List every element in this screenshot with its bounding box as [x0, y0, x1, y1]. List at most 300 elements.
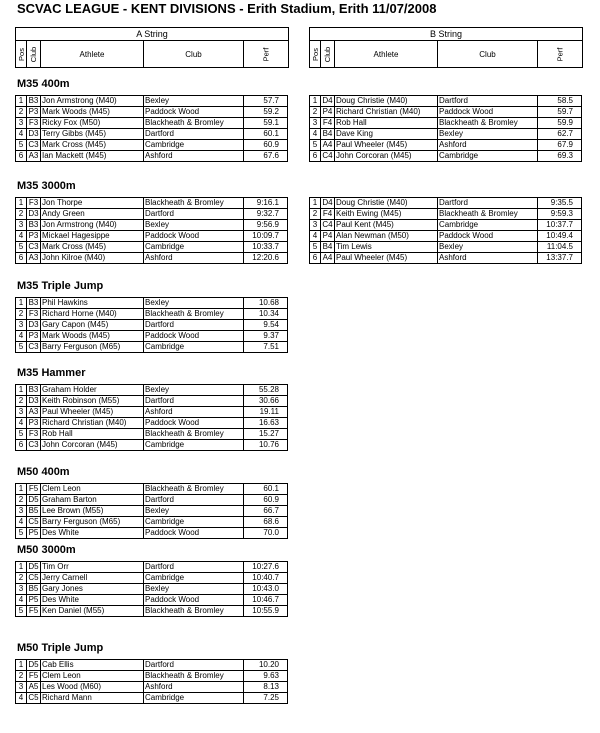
perf-cell: 7.51	[244, 342, 288, 353]
event-title: M35 400m	[17, 78, 70, 90]
club-code-cell: D3	[28, 396, 39, 405]
club-code-cell: P4	[321, 107, 335, 118]
table-row	[16, 209, 288, 220]
perf-column-label: Perf	[555, 47, 565, 61]
position-cell: 5	[310, 242, 321, 253]
position-cell: 2	[16, 107, 27, 118]
athlete-cell: Jon Armstrong (M40)	[41, 220, 144, 231]
table-row	[16, 96, 288, 107]
club-code-cell: D5	[28, 660, 39, 669]
club-cell: Cambridge	[144, 140, 244, 151]
perf-cell: 8.13	[244, 682, 288, 693]
club-cell: Paddock Wood	[144, 107, 244, 118]
position-cell: 2	[16, 309, 27, 320]
perf-cell: 67.6	[244, 151, 288, 162]
table-row	[16, 220, 288, 231]
athlete-cell: Des White	[41, 595, 144, 606]
table-row	[16, 429, 288, 440]
perf-cell: 59.7	[538, 107, 582, 118]
club-cell: Ashford	[438, 140, 538, 151]
position-cell: 2	[16, 495, 27, 506]
perf-cell: 9:59.3	[538, 209, 582, 220]
athlete-cell: Mark Woods (M45)	[41, 331, 144, 342]
perf-cell: 9.37	[244, 331, 288, 342]
club-cell: Paddock Wood	[438, 107, 538, 118]
pos-column-header	[16, 41, 27, 67]
perf-cell: 68.6	[244, 517, 288, 528]
athlete-cell: Jon Armstrong (M40)	[41, 96, 144, 107]
perf-cell: 59.9	[538, 118, 582, 129]
athlete-cell: Jerry Carnell	[41, 573, 144, 584]
perf-cell: 9.54	[244, 320, 288, 331]
club-code-cell: A4	[321, 140, 335, 151]
club-code-cell: A3	[27, 407, 41, 418]
pos-column-label: Pos	[310, 47, 320, 61]
table-row	[16, 693, 288, 704]
position-cell: 5	[16, 242, 27, 253]
athlete-cell: Ricky Fox (M50)	[41, 118, 144, 129]
club-code-cell: P3	[27, 231, 41, 242]
club-cell: Ashford	[438, 253, 538, 264]
athlete-cell: Paul Wheeler (M45)	[335, 140, 438, 151]
athlete-cell: Alan Newman (M50)	[335, 231, 438, 242]
position-cell: 1	[16, 96, 27, 107]
perf-cell: 19.11	[244, 407, 288, 418]
club-code-cell: C5	[28, 517, 39, 526]
club-cell: Ashford	[144, 682, 244, 693]
table-row	[16, 396, 288, 407]
perf-cell: 9:32.7	[244, 209, 288, 220]
position-cell: 1	[16, 484, 27, 495]
table-row	[16, 562, 288, 573]
club-cell: Dartford	[144, 660, 244, 671]
event-title: M50 Triple Jump	[17, 642, 104, 654]
perf-cell: 10:43.0	[244, 584, 288, 595]
perf-cell: 10:49.4	[538, 231, 582, 242]
club-cell: Dartford	[144, 209, 244, 220]
table-row	[310, 118, 582, 129]
event-title: M35 3000m	[17, 180, 76, 192]
club-code-cell: D4	[322, 198, 333, 207]
club-code-cell: B3	[27, 298, 41, 309]
club-code-column-header	[321, 41, 335, 67]
table-row	[310, 96, 582, 107]
a-string-caption: A String	[16, 28, 288, 41]
club-code-cell: B4	[321, 242, 335, 253]
position-cell: 5	[16, 528, 27, 539]
results-table-a	[15, 561, 288, 617]
club-cell: Blackheath & Bromley	[144, 606, 244, 617]
position-cell: 6	[16, 253, 27, 264]
b-string-caption: B String	[310, 28, 582, 41]
position-cell: 1	[16, 385, 27, 396]
athlete-cell: Andy Green	[41, 209, 144, 220]
club-cell: Cambridge	[438, 151, 538, 162]
club-code-cell: F5	[27, 671, 41, 682]
page-title: SCVAC LEAGUE - KENT DIVISIONS - Erith Stadium, Erith 11/07/2008	[17, 1, 437, 16]
club-cell: Blackheath & Bromley	[144, 198, 244, 209]
club-code-cell: P3	[27, 331, 41, 342]
club-cell: Ashford	[144, 253, 244, 264]
position-cell: 4	[16, 129, 27, 140]
club-code-cell: A3	[27, 151, 41, 162]
club-cell: Bexley	[144, 220, 244, 231]
club-cell: Dartford	[144, 495, 244, 506]
perf-cell: 58.5	[538, 96, 582, 107]
club-cell: Paddock Wood	[144, 528, 244, 539]
athlete-cell: Phil Hawkins	[41, 298, 144, 309]
perf-cell: 70.0	[244, 528, 288, 539]
position-cell: 4	[16, 331, 27, 342]
club-cell: Cambridge	[438, 220, 538, 231]
club-cell: Cambridge	[144, 342, 244, 353]
perf-cell: 66.7	[244, 506, 288, 517]
club-cell: Ashford	[144, 151, 244, 162]
club-cell: Dartford	[144, 562, 244, 573]
club-code-cell: B3	[27, 96, 41, 107]
club-code-cell: F3	[27, 198, 41, 209]
position-cell: 2	[16, 209, 27, 220]
table-row	[16, 231, 288, 242]
club-code-cell: C5	[28, 573, 39, 582]
athlete-cell: Tim Orr	[41, 562, 144, 573]
perf-cell: 62.7	[538, 129, 582, 140]
perf-cell: 9.63	[244, 671, 288, 682]
perf-column-header	[244, 41, 288, 67]
perf-cell: 59.2	[244, 107, 288, 118]
athlete-cell: Doug Christie (M40)	[335, 96, 438, 107]
club-code-cell: C3	[28, 242, 39, 251]
club-code-cell: D3	[28, 129, 39, 138]
athlete-cell: Paul Wheeler (M45)	[335, 253, 438, 264]
perf-cell: 9:16.1	[244, 198, 288, 209]
club-code-cell: D3	[28, 209, 39, 218]
club-code-cell: C3	[28, 140, 39, 149]
club-code-cell: B4	[321, 129, 335, 140]
club-code-cell: F3	[27, 309, 41, 320]
position-cell: 3	[16, 682, 27, 693]
club-cell: Blackheath & Bromley	[144, 309, 244, 320]
perf-cell: 9:56.9	[244, 220, 288, 231]
table-row	[16, 440, 288, 451]
table-row	[16, 331, 288, 342]
pos-column-header	[310, 41, 321, 67]
athlete-cell: Cab Ellis	[41, 660, 144, 671]
table-row	[16, 151, 288, 162]
club-column-header: Club	[144, 41, 244, 67]
table-row	[16, 385, 288, 396]
club-code-column-label: Club	[323, 46, 332, 62]
club-code-cell: D5	[28, 495, 39, 504]
perf-cell: 60.9	[244, 140, 288, 151]
club-code-cell: B5	[27, 506, 41, 517]
athlete-cell: Clem Leon	[41, 671, 144, 682]
club-cell: Dartford	[144, 320, 244, 331]
table-row	[16, 606, 288, 617]
table-row	[16, 682, 288, 693]
athlete-cell: Lee Brown (M55)	[41, 506, 144, 517]
club-code-cell: B3	[27, 220, 41, 231]
event-title: M50 3000m	[17, 544, 76, 556]
club-cell: Dartford	[438, 96, 538, 107]
event-title: M50 400m	[17, 466, 70, 478]
athlete-cell: Gary Jones	[41, 584, 144, 595]
club-cell: Paddock Wood	[144, 418, 244, 429]
athlete-cell: Mickael Hagesippe	[41, 231, 144, 242]
table-row	[16, 140, 288, 151]
position-cell: 1	[16, 562, 27, 573]
results-table-a	[15, 659, 288, 704]
club-code-cell: D5	[28, 562, 39, 571]
athlete-column-header: Athlete	[41, 41, 144, 67]
club-cell: Cambridge	[144, 517, 244, 528]
athlete-cell: Mark Cross (M45)	[41, 242, 144, 253]
club-code-cell: A3	[27, 253, 41, 264]
perf-cell: 16.63	[244, 418, 288, 429]
club-cell: Blackheath & Bromley	[144, 429, 244, 440]
table-row	[16, 528, 288, 539]
position-cell: 6	[310, 253, 321, 264]
club-code-cell: C3	[28, 342, 39, 351]
perf-cell: 69.3	[538, 151, 582, 162]
table-row	[16, 118, 288, 129]
perf-column-header	[538, 41, 582, 67]
club-cell: Paddock Wood	[438, 231, 538, 242]
position-cell: 4	[16, 595, 27, 606]
position-cell: 3	[16, 584, 27, 595]
perf-cell: 67.9	[538, 140, 582, 151]
club-cell: Paddock Wood	[144, 231, 244, 242]
club-cell: Cambridge	[144, 693, 244, 704]
table-row	[16, 298, 288, 309]
athlete-cell: Dave King	[335, 129, 438, 140]
table-row	[310, 107, 582, 118]
club-code-cell: F5	[27, 606, 41, 617]
perf-cell: 10:33.7	[244, 242, 288, 253]
club-code-cell: B5	[27, 584, 41, 595]
athlete-cell: Graham Holder	[41, 385, 144, 396]
club-code-column-header	[27, 41, 41, 67]
position-cell: 4	[16, 693, 27, 704]
table-row	[310, 140, 582, 151]
athlete-cell: Richard Horne (M40)	[41, 309, 144, 320]
perf-cell: 10:37.7	[538, 220, 582, 231]
position-cell: 1	[16, 660, 27, 671]
table-row	[16, 595, 288, 606]
table-row	[16, 495, 288, 506]
club-code-cell: P3	[27, 418, 41, 429]
club-code-cell: F3	[27, 118, 41, 129]
table-row	[16, 660, 288, 671]
position-cell: 5	[16, 429, 27, 440]
results-table-b	[309, 197, 582, 264]
results-table-a	[15, 483, 288, 539]
position-cell: 2	[16, 396, 27, 407]
club-code-cell: C3	[28, 440, 39, 449]
club-cell: Bexley	[144, 584, 244, 595]
results-table-b	[309, 95, 582, 162]
perf-cell: 10.76	[244, 440, 288, 451]
athlete-cell: Rob Hall	[41, 429, 144, 440]
club-code-cell: B3	[27, 385, 41, 396]
table-row	[16, 198, 288, 209]
club-code-column-label: Club	[29, 46, 38, 62]
perf-cell: 30.66	[244, 396, 288, 407]
position-cell: 1	[310, 96, 321, 107]
position-cell: 3	[16, 220, 27, 231]
club-cell: Cambridge	[144, 242, 244, 253]
perf-cell: 10:27.6	[244, 562, 288, 573]
table-row	[16, 517, 288, 528]
position-cell: 6	[310, 151, 321, 162]
club-cell: Bexley	[438, 129, 538, 140]
athlete-cell: Keith Ewing (M45)	[335, 209, 438, 220]
table-row	[310, 231, 582, 242]
club-cell: Paddock Wood	[144, 595, 244, 606]
club-code-cell: P4	[321, 231, 335, 242]
club-cell: Dartford	[144, 129, 244, 140]
athlete-cell: Richard Mann	[41, 693, 144, 704]
athlete-cell: Clem Leon	[41, 484, 144, 495]
club-cell: Paddock Wood	[144, 331, 244, 342]
table-row	[16, 418, 288, 429]
event-title: M35 Triple Jump	[17, 280, 104, 292]
club-cell: Dartford	[144, 396, 244, 407]
perf-cell: 60.1	[244, 484, 288, 495]
position-cell: 5	[16, 342, 27, 353]
position-cell: 3	[16, 118, 27, 129]
pos-column-label: Pos	[16, 47, 26, 61]
club-cell: Cambridge	[144, 573, 244, 584]
perf-cell: 10:40.7	[244, 573, 288, 584]
club-code-cell: D4	[322, 96, 333, 105]
position-cell: 3	[16, 320, 27, 331]
position-cell: 4	[310, 129, 321, 140]
athlete-cell: Ian Mackett (M45)	[41, 151, 144, 162]
position-cell: 4	[310, 231, 321, 242]
club-code-cell: C5	[28, 693, 39, 702]
position-cell: 3	[16, 407, 27, 418]
position-cell: 3	[310, 220, 321, 231]
perf-cell: 15.27	[244, 429, 288, 440]
position-cell: 5	[16, 140, 27, 151]
club-cell: Cambridge	[144, 440, 244, 451]
club-cell: Blackheath & Bromley	[144, 118, 244, 129]
club-cell: Bexley	[144, 298, 244, 309]
event-title: M35 Hammer	[17, 367, 86, 379]
club-cell: Blackheath & Bromley	[144, 484, 244, 495]
position-cell: 5	[16, 606, 27, 617]
club-code-cell: P5	[27, 595, 41, 606]
athlete-cell: John Kilroe (M40)	[41, 253, 144, 264]
table-row	[16, 506, 288, 517]
table-row	[16, 253, 288, 264]
athlete-column-header: Athlete	[335, 41, 438, 67]
club-cell: Bexley	[438, 242, 538, 253]
athlete-cell: Barry Ferguson (M65)	[41, 342, 144, 353]
club-cell: Ashford	[144, 407, 244, 418]
table-row	[310, 253, 582, 264]
perf-cell: 57.7	[244, 96, 288, 107]
club-column-header: Club	[438, 41, 538, 67]
position-cell: 2	[310, 209, 321, 220]
club-code-cell: F4	[321, 209, 335, 220]
results-table-a	[15, 95, 288, 162]
position-cell: 1	[16, 298, 27, 309]
position-cell: 3	[310, 118, 321, 129]
perf-cell: 11:04.5	[538, 242, 582, 253]
club-cell: Bexley	[144, 96, 244, 107]
athlete-cell: Barry Ferguson (M65)	[41, 517, 144, 528]
athlete-cell: John Corcoran (M45)	[335, 151, 438, 162]
athlete-cell: Richard Christian (M40)	[41, 418, 144, 429]
table-row	[16, 309, 288, 320]
athlete-cell: Ken Daniel (M55)	[41, 606, 144, 617]
position-cell: 4	[16, 231, 27, 242]
table-row	[16, 484, 288, 495]
club-code-cell: F3	[27, 429, 41, 440]
table-row	[310, 129, 582, 140]
position-cell: 2	[16, 573, 27, 584]
perf-cell: 10:09.7	[244, 231, 288, 242]
athlete-cell: Mark Woods (M45)	[41, 107, 144, 118]
perf-cell: 60.9	[244, 495, 288, 506]
club-cell: Blackheath & Bromley	[438, 209, 538, 220]
athlete-cell: Keith Robinson (M55)	[41, 396, 144, 407]
table-row	[16, 107, 288, 118]
position-cell: 6	[16, 440, 27, 451]
club-code-cell: C4	[322, 151, 333, 160]
club-code-cell: A5	[27, 682, 41, 693]
table-row	[16, 342, 288, 353]
club-code-cell: D3	[28, 320, 39, 329]
perf-column-label: Perf	[261, 47, 271, 61]
perf-cell: 10.68	[244, 298, 288, 309]
perf-cell: 59.1	[244, 118, 288, 129]
athlete-cell: Des White	[41, 528, 144, 539]
position-cell: 5	[310, 140, 321, 151]
perf-cell: 10:55.9	[244, 606, 288, 617]
perf-cell: 10:46.7	[244, 595, 288, 606]
club-code-cell: P3	[27, 107, 41, 118]
club-cell: Bexley	[144, 385, 244, 396]
table-row	[16, 242, 288, 253]
athlete-cell: Paul Wheeler (M45)	[41, 407, 144, 418]
athlete-cell: Richard Christian (M40)	[335, 107, 438, 118]
table-row	[310, 242, 582, 253]
club-cell: Dartford	[438, 198, 538, 209]
athlete-cell: Rob Hall	[335, 118, 438, 129]
athlete-cell: Terry Gibbs (M45)	[41, 129, 144, 140]
position-cell: 3	[16, 506, 27, 517]
perf-cell: 7.25	[244, 693, 288, 704]
results-table-a	[15, 297, 288, 353]
table-row	[310, 151, 582, 162]
club-cell: Blackheath & Bromley	[144, 671, 244, 682]
perf-cell: 60.1	[244, 129, 288, 140]
perf-cell: 12:20.6	[244, 253, 288, 264]
club-code-cell: F4	[321, 118, 335, 129]
perf-cell: 13:37.7	[538, 253, 582, 264]
athlete-cell: Tim Lewis	[335, 242, 438, 253]
athlete-cell: John Corcoran (M45)	[41, 440, 144, 451]
table-row	[16, 671, 288, 682]
perf-cell: 10.34	[244, 309, 288, 320]
athlete-cell: Graham Barton	[41, 495, 144, 506]
position-cell: 4	[16, 517, 27, 528]
table-row	[16, 320, 288, 331]
perf-cell: 55.28	[244, 385, 288, 396]
